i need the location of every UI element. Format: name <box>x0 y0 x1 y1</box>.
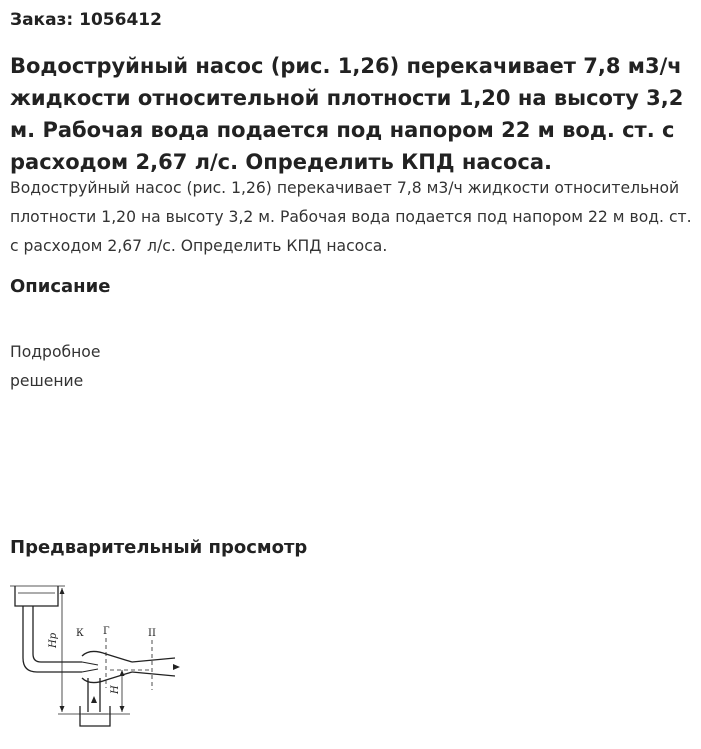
diffuser-top <box>132 658 175 662</box>
nozzle <box>82 662 98 672</box>
problem-title: Водоструйный насос (рис. 1,26) перекачивает 7,8 м3/ч жидкости относительной плотности 1,20 на высоту 3,2 м. Рабочая вода подается под напором 22 м вод. ст. с расходом 2,67 л/с. Определить КПД насоса. <box>10 54 684 174</box>
flow-arrow-out <box>173 664 180 670</box>
lower-tank <box>80 706 110 726</box>
preview-heading: Предварительный просмотр <box>10 537 308 558</box>
hp-arrow-top <box>60 588 65 594</box>
label-g: Г <box>103 626 110 637</box>
preview-figure <box>10 578 190 730</box>
description-line-2: решение <box>10 372 84 390</box>
h-arrow-top <box>120 670 125 676</box>
description-heading: Описание <box>10 276 111 297</box>
mixing-chamber-top <box>82 651 132 662</box>
diffuser-bottom <box>132 672 175 676</box>
label-hp: Hр <box>48 632 59 648</box>
problem-text: Водоструйный насос (рис. 1,26) перекачивает 7,8 м3/ч жидкости относительной плотности 1,20 на высоту 3,2 м. Рабочая вода подается под напором 22 м вод. ст. с расходом 2,67 л/с. Определить КПД насоса. <box>10 179 692 255</box>
description-text <box>10 338 160 396</box>
hp-arrow-bottom <box>60 706 65 712</box>
mixing-chamber-bottom <box>82 672 132 683</box>
label-ii: II <box>148 628 156 639</box>
h-arrow-bottom <box>120 706 125 712</box>
flow-arrow-suction <box>91 696 97 703</box>
description-line-1: Подробное <box>10 343 101 361</box>
label-k: К <box>76 628 84 639</box>
upper-tank <box>15 586 58 606</box>
label-h: H <box>110 685 121 694</box>
jet-pump-diagram <box>10 578 190 730</box>
order-number: Заказ: 1056412 <box>10 10 162 30</box>
